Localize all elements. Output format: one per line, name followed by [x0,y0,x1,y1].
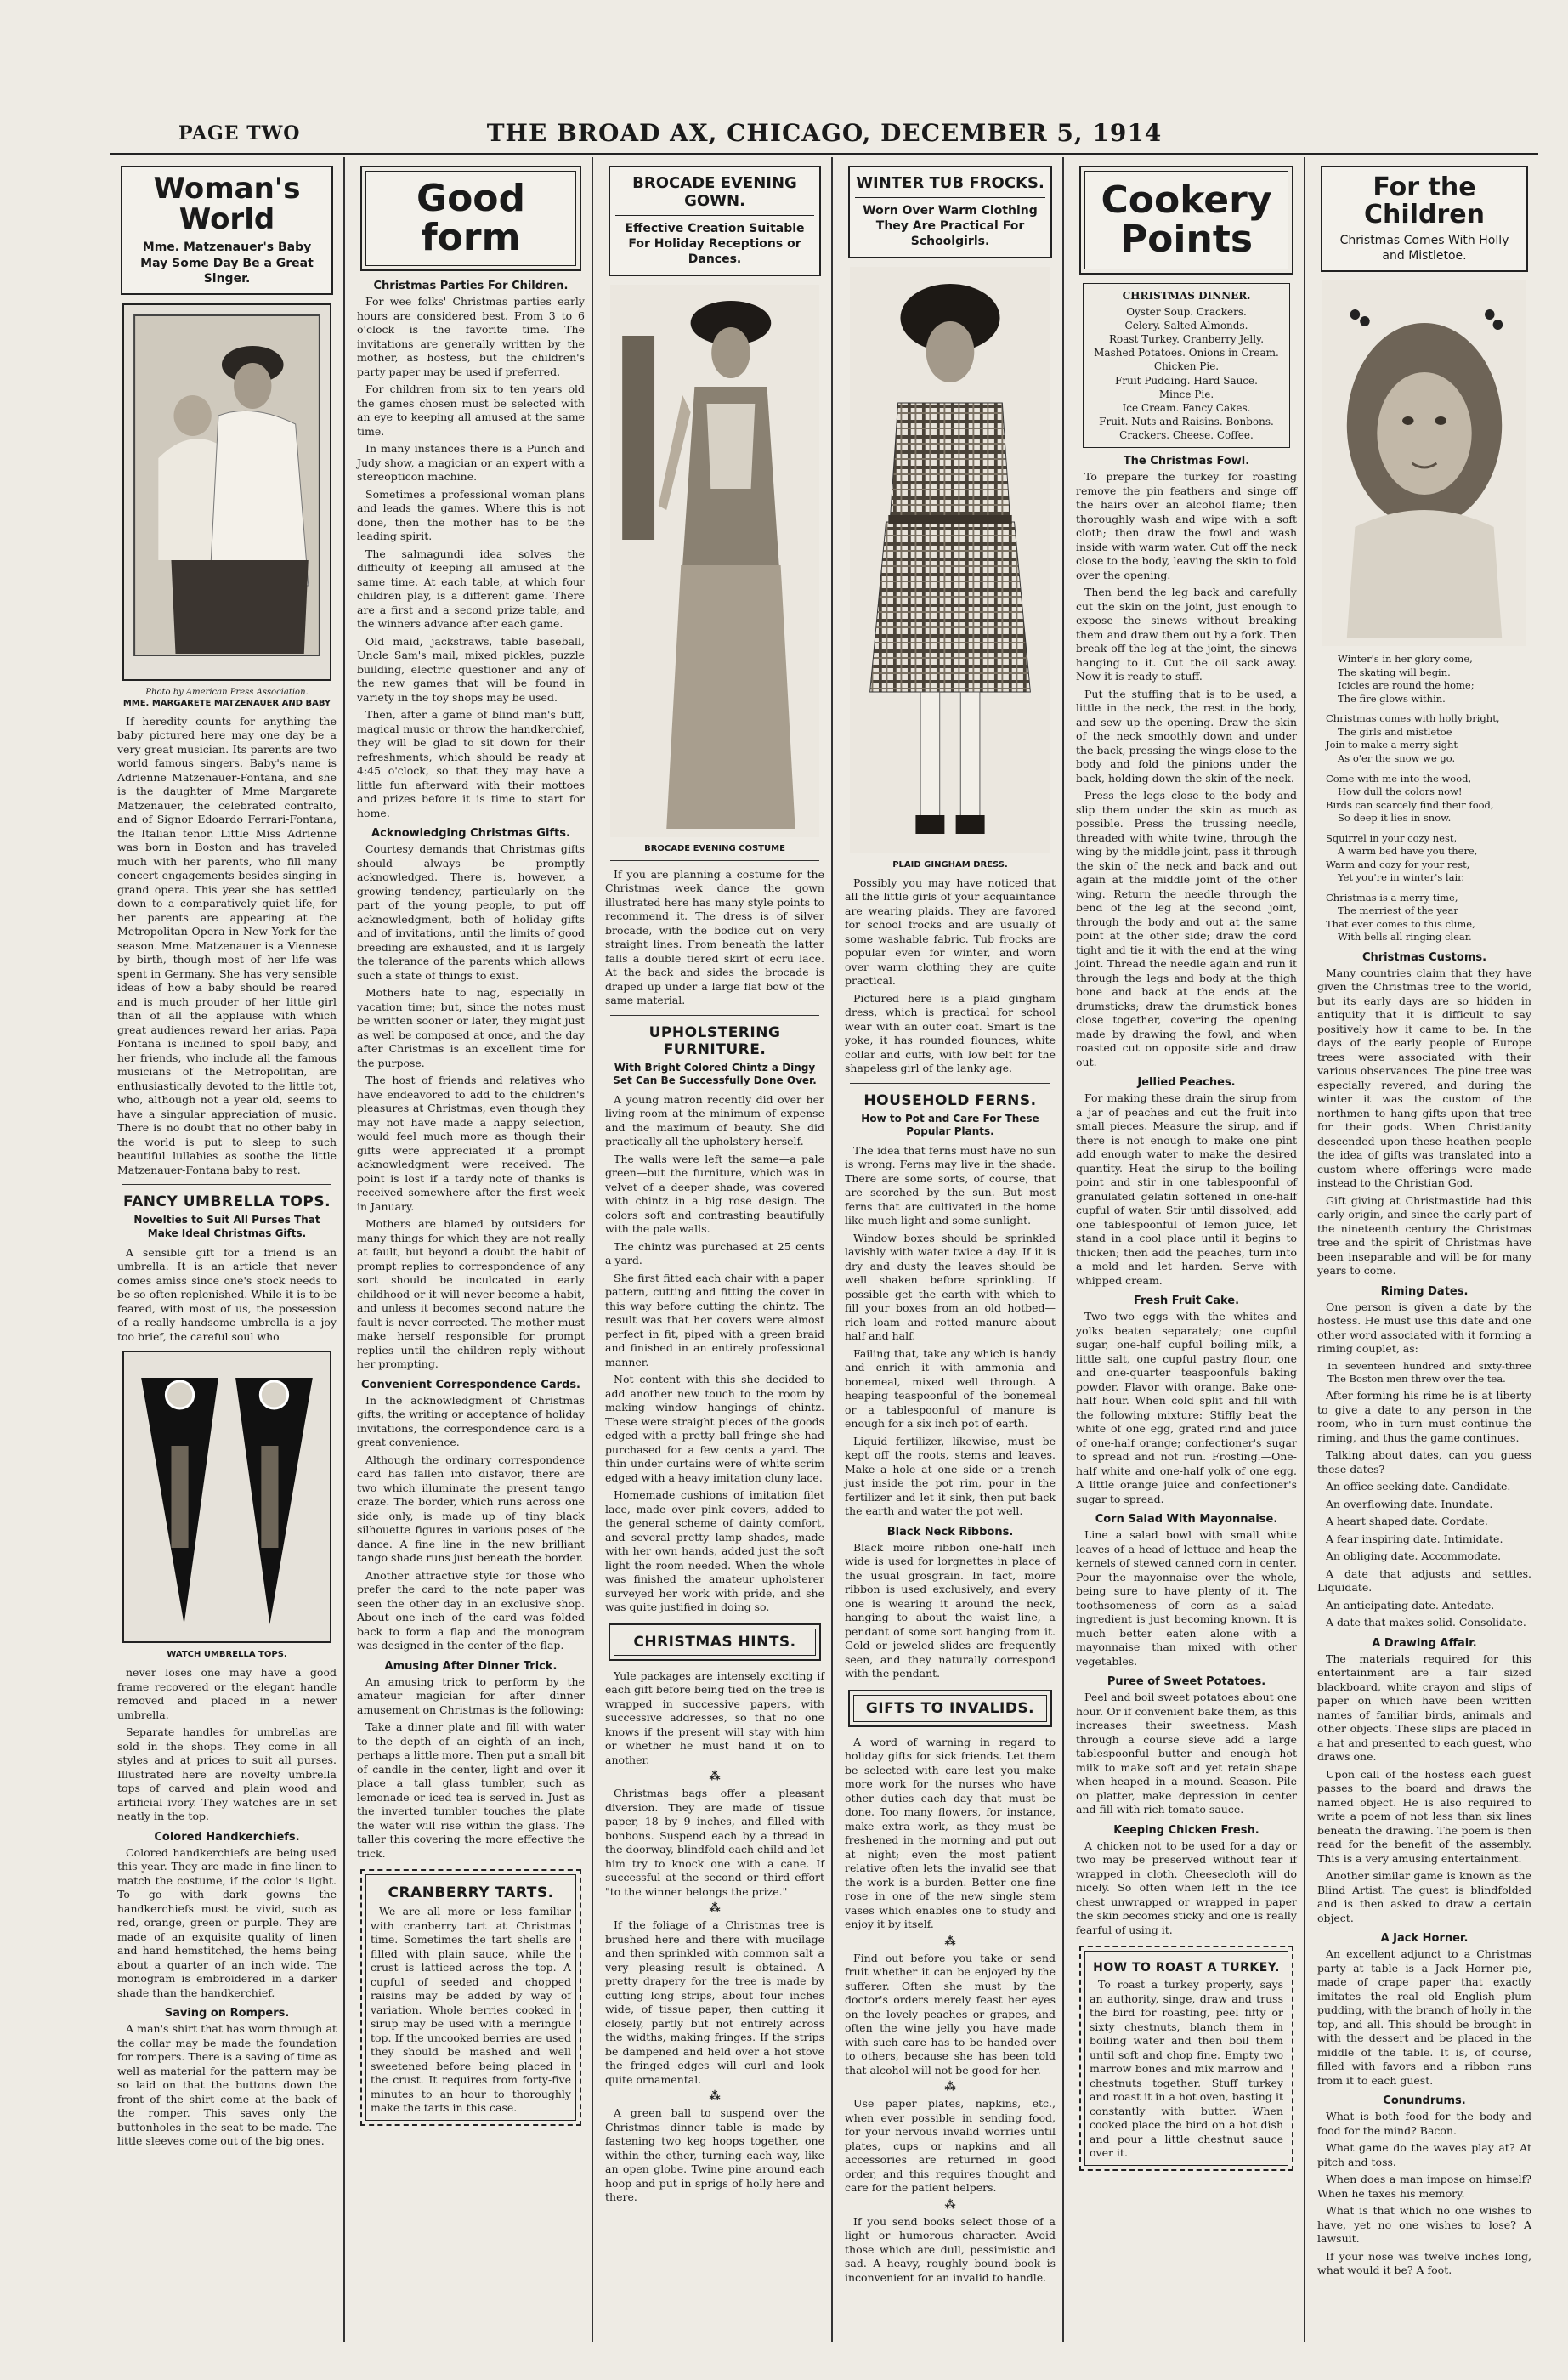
cookery-header [1079,166,1293,275]
article-paragraph: The salmagundi idea solves the difficulty of keeping all amused at the same time. At each table, at which four children play, is a different game. There are a first and a second prize table, and the winners advance after each game. [357,547,585,631]
article-paragraph: Sometimes a professional woman plans and leads the games. Where this is not done, then the mother has to be the leading spirit. [357,487,585,543]
rompers-title: Saving on Rompers. [164,2007,290,2020]
child-portrait [1322,280,1526,646]
article-paragraph: A man's shirt that has worn through at the collar may be made the foundation for rompers. There is a saving of time as well as material for the pattern may be so laid on that the buttons down the front of the shirt come at the back of the romper. This saves only the buttonholes in the seat to be made. The little sleeves come out of the big ones. [117,2022,337,2148]
poem-line: The skating will begin. [1338,666,1451,678]
separator-ornament: ⁂ [709,1902,721,1916]
article-paragraph: Two two eggs with the whites and yolks beaten separately; one cupful sugar, one-half cupful boiling milk, a little salt, one cupful pastry flour, one and one-quarter teaspoonfuls baking powder. Flavor with orange. Bake one-half hour. When cold split and fill with the following mixture: Stiffly beat the white of one egg, grated rind and juice of one-half orange; confectioner's sugar to spread and not run. Frosting.—One-half white and one-half yolk of one egg. A little orange juice and confectioner's sugar to spread. [1076,1310,1297,1505]
roast-turkey-title: HOW TO ROAST A TURKEY. [1093,1961,1280,1975]
umbrella-subhead: Novelties to Suit All Purses That Make Ideal Christmas Gifts. [133,1214,320,1240]
article-paragraph: Press the legs close to the body and slip them under the skin as much as possible. Press the trussing needle, threaded with white twine, through the wing by the middle joint, pass it through the skin of the neck and back and out again at the middle joint of the other wing. Return the needle through the bend of the leg at the second joint, through the body and out at the same point at the other side; draw the cord tight and tie it with the end at the wing joint. Thread the needle again and run it through the legs and body at the thigh bone and back at the ends at the drumsticks; draw the drumstick bones close together, covering the opening made by drawing the fowl, and when roasted cut on opposite side and draw out. [1076,789,1297,1068]
article-paragraph: Black moire ribbon one-half inch wide is used for lorgnettes in place of the usual grosgrain. In fact, moire ribbon is used exclusively, and every one is wearing it around the neck, hanging to about the waist line, a pendant of some sort hanging from it. Gold or jeweled slides are frequently seen, and they naturally correspond with the pendant. [845,1540,1056,1680]
neck-ribbons-title: Black Neck Ribbons. [886,1525,1014,1538]
article-paragraph: For making these drain the sirup from a jar of peaches and cut the fruit into small pieces. Measure the sirup, and if there is not enough to make one pint add enough water to make the desired quantity. Heat the sirup to the boiling point and stir in one tablespoonful of granulated gelatin softened in one-half cupful of water. Stir until dissolved; add one tablespoonful of lemon juice, let stand in a cool place until it begins to thicken; then add the peaches, turn into a mold and let harden. Serve with whipped cream. [1076,1091,1297,1287]
article-paragraph: Liquid fertilizer, likewise, must be kept off the roots, stems and leaves. Make a hole at one side or a trench just inside the pot rim, pour in the fertilizer and let it sink, then put back the earth and water the pot well. [845,1434,1056,1518]
good-form-header [360,166,581,271]
poem-line: Winter's in her glory come, [1338,653,1473,666]
masthead [110,119,1538,155]
article-paragraph: A heart shaped date. Cordate. [1326,1515,1488,1528]
article-paragraph: Christmas bags offer a pleasant diversion. They are made of tissue paper, 18 by 9 inches, and filled with bonbons. Suspend each by a thread in the doorway, blindfold each child and let him try to knock one with a cane. If successful at the second or third effort "to the winner belongs the prize." [605,1787,824,1898]
article-paragraph: A young matron recently did over her living room at the minimum of expense and the maximum of beauty. She did practically all the upholstery herself. [605,1092,824,1148]
fruit-cake-title: Fresh Fruit Cake. [1133,1295,1240,1308]
brocade-gown-photo [610,285,819,837]
page-label: PAGE TWO [178,122,301,144]
section-title: For the Children [1364,173,1485,230]
article-paragraph: An office seeking date. Candidate. [1326,1480,1511,1493]
separator-ornament: ⁂ [944,1935,956,1948]
article-paragraph: Colored handkerchiefs are being used this year. They are made in fine linen to match the costume, if the color is light. To go with dark gowns the handkerchiefs must be vivid, such as red, orange, green or purple. They are made of an exquisite quality of linen and hand hemstitched, the hems being about a quarter of an inch wide. The monogram is embroidered in a darker shade than the handkerchief. [117,1845,337,1999]
poem-line: Come with me into the wood, [1326,772,1472,785]
article-paragraph: Yule packages are intensely exciting if each gift before being tied on the tree is wrapped in successive papers, with successive addresses, so that no one knows if the present will stay with him or whether he must hand it on to another. [605,1669,824,1766]
newspaper-title: THE BROAD AX, CHICAGO, DECEMBER 5, 1914 [486,119,1163,147]
corn-salad-title: Corn Salad With Mayonnaise. [1095,1513,1278,1527]
christmas-dinner-menu [1083,283,1290,448]
tub-frocks-title: WINTER TUB FROCKS. [856,174,1044,192]
menu-line: Celery. Salted Almonds. [1124,319,1248,332]
article-paragraph: A date that makes solid. Consolidate. [1326,1616,1526,1629]
divider [122,1184,331,1185]
article-paragraph: A date that adjusts and settles. Liquidate. [1317,1567,1531,1595]
parties-title: Christmas Parties For Children. [373,280,569,293]
poem-line: So deep it lies in snow. [1338,812,1452,824]
poem-line: With bells all ringing clear. [1338,931,1472,944]
brocade-title: BROCADE EVENING GOWN. [632,174,797,210]
article-paragraph: The materials required for this entertainment are a fair sized blackboard, white crayon and slips of paper on which have been written names of familiar birds, animals and other objects. These slips are placed in a hat and presented to each guest, who draws one. [1317,1652,1531,1764]
article-paragraph: The walls were left the same—a pale green—but the furniture, which was in velvet of a deeper shade, was covered with chintz in a big rose design. The colors soft and contrasting beautifully with the pale walls. [605,1152,824,1236]
menu-line: Mashed Potatoes. Onions in Cream. [1094,347,1279,360]
poem-line: How dull the colors now! [1338,785,1463,798]
poem-line: Birds can scarcely find their food, [1326,798,1494,811]
article-paragraph: Then bend the leg back and carefully cut the skin on the joint, just enough to expose the sinews without breaking them and draw them out by a fork. Then break off the leg at the joint, the sinews hanging to it. Cut the oil sack away. Now it is ready to stuff. [1076,586,1297,683]
ferns-headline: HOUSEHOLD FERNS. [863,1091,1037,1109]
photo-caption: MME. MARGARETE MATZENAUER AND BABY [122,698,331,708]
article-paragraph: An excellent adjunct to a Christmas party at table is a Jack Horner pie, made of crape paper that exactly imitates the real old English plum pudding, with the branch of holly in the top, and all. This should be brought in with the dessert and be placed in the middle of the table. It is, of course, filled with favors and a ribbon runs from it to each guest. [1317,1947,1531,2087]
children-header [1321,166,1528,272]
article-paragraph: Line a salad bowl with small white leaves of a head of lettuce and heap the kernels of stewed canned corn in center. Pour the mayonnaise over the whole, being sure to have plenty of it. The toothsomeness of corn as a salad ingredient is just becoming known. It is much better eaten alone with a mayonnaise than mixed with other vegetables. [1076,1528,1297,1668]
article-paragraph: Talking about dates, can you guess these dates? [1317,1448,1531,1476]
article-paragraph: Another attractive style for those who prefer the card to the note paper was seen the other day in an exclusive shop. About one inch of the card was folded back to form a flap and the monogram was designed in the center of the flap. [357,1568,585,1652]
section-subtitle: Christmas Comes With Holly and Mistletoe. [1339,234,1509,264]
cranberry-title: CRANBERRY TARTS. [388,1884,554,1902]
tub-frocks-header [848,166,1052,258]
column-tub-frocks [838,157,1064,2342]
article-paragraph: For wee folks' Christmas parties early hours are considered best. From 3 to 6 o'clock is the favorite time. The invitations are generally written by the mother, as hostess, but the children's party paper may be used if preferred. [357,295,585,378]
column-good-form [350,157,593,2342]
menu-line: Roast Turkey. Cranberry Jelly. [1108,332,1265,345]
menu-line: Chicken Pie. [1153,360,1220,373]
conundrums-title: Conundrums. [1383,2094,1466,2108]
article-paragraph: Old maid, jackstraws, table baseball, Uncle Sam's mail, mixed pickles, puzzle building, electric questioner and any of the new games that will be found in variety in the toy shops may be used. [357,634,585,704]
section-title-line2: Points [1119,218,1254,262]
gifts-invalids-title: GIFTS TO INVALIDS. [865,1699,1035,1717]
brocade-header [609,166,821,276]
article-paragraph: In the acknowledgment of Christmas gifts, the writing or acceptance of holiday invitations, the correspondence card is a great convenience. [357,1393,585,1449]
gifts-title: Acknowledging Christmas Gifts. [371,827,570,841]
article-paragraph: Then, after a game of blind man's buff, magical music or throw the handkerchief, they will be glad to sit down for their refreshments, which should be ready at 4:45 o'clock, so that they may have a little fun afterward with their mottoes and prizes before it is time to start for home. [357,708,585,819]
column-brocade-gown [598,157,833,2342]
section-title: Woman's World [153,172,301,236]
separator-ornament: ⁂ [944,2081,956,2094]
poem-line: Join to make a merry sight [1326,739,1458,751]
article-paragraph: Window boxes should be sprinkled lavishly with water twice a day. If it is dry and dusty the leaves should be well shaken before sprinkling. If possible get the earth with which to fill your boxes from an old hotbed—rich loam and rotted manure about half and half. [845,1231,1056,1343]
section-title-line2: form [421,216,521,260]
chicken-title: Keeping Chicken Fresh. [1113,1823,1259,1837]
column-cookery-points [1069,157,1305,2342]
menu-line: Mince Pie. [1158,388,1214,400]
ferns-subhead: How to Pot and Care For These Popular Plants. [861,1112,1039,1138]
poem-line: Yet you're in winter's lair. [1338,871,1465,884]
article-paragraph: A fear inspiring date. Intimidate. [1326,1532,1503,1545]
article-paragraph: To roast a turkey properly, says an authority, singe, draw and truss the bird for roasting, peel fifty or sixty chestnuts, blanch them in boiling water and then boil them until soft and chop fine. Empty two marrow bones and mix marrow and chestnuts together. Stuff turkey and roast it in a hot oven, basting it constantly with butter. When cooked place the bird on a hot dish and pour a little chestnut sauce over it. [1090,1978,1283,2160]
plaid-dress-photo [850,267,1050,853]
article-paragraph: What is both food for the body and food for the mind? Bacon. [1317,2110,1531,2137]
article-paragraph: Separate handles for umbrellas are sold in the shops. They come in all styles and at prices to suit all purses. Illustrated here are novelty umbrella tops of carved and plain wood and artificial ivory. They watches are in set neatly in the top. [117,1726,337,1823]
article-paragraph: Possibly you may have noticed that all the little girls of your acquaintance are wearing plaids. They are favored for school frocks and are usually of some washable fabric. Tub frocks are popular even for winter, and worn over warm clothing they are quite practical. [845,876,1056,988]
article-paragraph: Use paper plates, napkins, etc., when ever possible in sending food, for your nervous invalid worries until plates, cups or napkins and all accessories are returned in good order, and this requires thought and care for the patient helpers. [845,2097,1056,2195]
article-paragraph: Put the stuffing that is to be used, a little in the neck, the rest in the body, and sew up the opening. Draw the skin of the neck smoothly down and under the back, pressing the wings close to the body and fold the pinions under the back, holding down the skin of the neck. [1076,687,1297,785]
poem-line: The girls and mistletoe [1338,725,1452,738]
poem-line: A warm bed have you there, [1338,845,1478,858]
article-paragraph: Gift giving at Christmastide had this early origin, and since the early part of the nineteenth century the Christmas tree and the spirit of Christmas have been inseparable and will be for many years to come. [1317,1193,1531,1278]
column-womans-world [110,157,345,2342]
poem-line: Christmas comes with holly bright, [1326,712,1500,725]
separator-ornament: ⁂ [709,1771,721,1784]
article-paragraph: She first fitted each chair with a paper pattern, cutting and fitting the cover in this way before cutting the chintz. The result was that her covers were almost perfect in fit, piped with a green braid and finished in an entirely professional manner. [605,1271,824,1368]
menu-line: Crackers. Cheese. Coffee. [1119,429,1254,442]
trick-title: Amusing After Dinner Trick. [384,1659,558,1673]
column-for-children [1310,157,1538,2342]
brocade-caption: BROCADE EVENING COSTUME [644,843,785,853]
article-paragraph: never loses one may have a good frame recovered or the elegant handle removed and placed in a newer umbrella. [117,1666,337,1721]
section-title-line1: Good [416,177,526,220]
article-paragraph: An overflowing date. Inundate. [1326,1497,1493,1510]
poem-stanza [1326,773,1523,825]
peaches-title: Jellied Peaches. [1137,1076,1236,1090]
sweet-potato-title: Puree of Sweet Potatoes. [1107,1675,1266,1689]
poem-line: Christmas is a merry time, [1326,891,1458,904]
poem-line: As o'er the snow we go. [1338,751,1456,764]
article-paragraph: In seventeen hundred and sixty-three The Boston men threw over the tea. [1327,1359,1531,1385]
umbrella-tops-illustration [124,1352,330,1641]
jack-horner-title: A Jack Horner. [1380,1932,1469,1946]
article-paragraph: In many instances there is a Punch and Judy show, a magician or an expert with a stereopticon machine. [357,442,585,484]
christmas-hints-title: CHRISTMAS HINTS. [633,1633,796,1651]
article-paragraph: If heredity counts for anything the baby pictured here may one day be a very great musician. Its parents are two world famous singers. Baby's name is Adrienne Matzenauer-Fontana, and she is the daughter of Mme Margarete Matzenauer, the celebrated contralto, and of Signor Edoardo Ferrari-Fontana, the Italian tenor. Little Miss Adrienne was born in Boston and has traveled much with her parents, who fill many concert engagements besides singing in grand opera. This year she has settled down to a comparatively quiet life, for her parents are appearing at the Metropolitan Opera in New York for the season. Mme. Matzenauer is a Viennese by birth, though most of her life was spent in Germany. She has very sensible ideas of how a baby should be reared and is much prouder of her little girl than of all the applause with which great audiences reward her arias. Papa Fontana is inclined to spoil baby, and her friends, who include all the famous musicians of the Metropolitan, are enthusiastically devoted to the little tot, who, although not a year old, seems to have a singular appreciation of music. There is no doubt that no other baby in the world is put to sleep to such beautiful lullabies as soothe the little Matzenauer-Fontana baby to rest. [117,714,337,1176]
poem-line: Warm and cozy for your rest, [1326,858,1470,870]
umbrella-caption: WATCH UMBRELLA TOPS. [167,1650,287,1660]
fowl-title: The Christmas Fowl. [1123,455,1250,468]
article-paragraph: If you send books select those of a light or humorous character. Avoid those which are dull, pessimistic and sad. A heavy, roughly bound book is inconvenient for an invalid to handle. [845,2214,1056,2284]
menu-line: Oyster Soup. Crackers. [1126,305,1247,318]
womans-world-header [121,166,333,295]
article-paragraph: Pictured here is a plaid gingham dress, which is practical for school wear with an outer coat. Smart is the yoke, it has rounded flounces, white collar and cuffs, with low belt for the shapeless girl of the lanky age. [845,991,1056,1075]
article-paragraph: When does a man impose on himself? When he taxes his memory. [1317,2173,1531,2200]
upholstering-headline: UPHOLSTERING FURNITURE. [648,1023,781,1058]
cards-title: Convenient Correspondence Cards. [360,1378,580,1391]
gifts-invalids-header [848,1690,1052,1727]
divider [610,1015,819,1016]
article-paragraph: If you are planning a costume for the Christmas week dance the gown illustrated here has many style points to recommend it. The dress is of silver brocade, with the bodice cut on very straight lines. From beneath the latter falls a double tiered skirt of ecru lace. At the back and sides the brocade is draped up under a large flat bow of the same material. [605,867,824,1007]
article-paragraph: The chintz was purchased at 25 cents a yard. [605,1239,824,1267]
article-paragraph: An amusing trick to perform by the amateur magician for after dinner amusement on Christmas is the following: [357,1674,585,1716]
article-paragraph: Not content with this she decided to add another new touch to the room by making window hangings of chintz. These were straight pieces of the goods edged with a pretty ball fringe she had purchased for a few cents a yard. The thin under curtains were of white scrim edged with a heavy imitation cluny lace. [605,1373,824,1484]
plaid-caption: PLAID GINGHAM DRESS. [892,859,1008,870]
article-paragraph: Find out before you take or send fruit whether it can be enjoyed by the sufferer. Often she must by the doctor's orders merely feast her eyes on the lovely peaches or grapes, and often the wine jelly you have made with such care has to be handed over to others, because she has been told that alcohol will not be good for her. [845,1951,1056,2077]
article-paragraph: If the foliage of a Christmas tree is brushed here and there with mucilage and then sprinkled with common salt a very pleasing result is obtained. A pretty drapery for the tree is made by cutting long strips, about four inches wide, of tissue paper, then cutting it closely, partly but not entirely across the widths, making fringes. If the strips be dampened and held over a hot stove the fringed edges will curl and look quite ornamental. [605,1918,824,2086]
photo-credit: Photo by American Press Association. [145,687,309,697]
poem-line: That ever comes to this clime, [1326,917,1475,930]
menu-line: Ice Cream. Fancy Cakes. [1122,401,1251,414]
article-paragraph: The host of friends and relatives who have endeavored to add to the children's pleasures at Christmas, even though they may not have made a happy selection, would feel much more as though their gifts were appreciated if a prompt acknowledgment were received. The point is lost if a tardy note of thanks is received somewhere after the first week in January. [357,1074,585,1213]
article-paragraph: Failing that, take any which is handy and enrich it with ammonia and bonemeal, mixed well through. A heaping teaspoonful of the bonemeal or a tablespoonful of manure is enough for a six inch pot of earth. [845,1346,1056,1431]
riming-title: Riming Dates. [1380,1284,1469,1298]
article-paragraph: One person is given a date by the hostess. He must use this date and one other word associated with it forming a riming couplet, as: [1317,1300,1531,1356]
matzenauer-photo [122,303,331,681]
menu-line: Fruit. Nuts and Raisins. Bonbons. [1099,416,1274,428]
article-paragraph: Many countries claim that they have given the Christmas tree to the world, but its early days are so hidden in antiquity that it is difficult to say positively how it came to be. In the days of the early people of Europe trees were associated with their various observances. The pine tree was especially revered, and during the winter it was the custom of the northmen to hang gifts upon that tree for their gods. When Christianity descended upon these heathen people the idea of gifts was translated into a custom where offerings were made instead to the Christian God. [1317,966,1531,1190]
menu-title: CHRISTMAS DINNER. [1122,290,1251,303]
article-paragraph: Homemade cushions of imitation filet lace, made over pink covers, added to the general scheme of dainty comfort, and several pretty lamp shades, made with her own hands, added just the soft light the room needed. When the whole was finished the amateur upholsterer surveyed her work with pride, and she was quite justified in doing so. [605,1488,824,1614]
child-with-holly-illustration [1322,280,1526,646]
umbrella-headline: FANCY UMBRELLA TOPS. [122,1193,331,1211]
roast-turkey-box [1079,1946,1293,2171]
article-paragraph: After forming his rime he is at liberty to give a date to any person in the room, who in turn must continue the riming, and thus the game continues. [1317,1389,1531,1444]
tub-frocks-subtitle: Worn Over Warm Clothing They Are Practical For Schoolgirls. [855,197,1045,250]
christmas-hints-header [609,1624,821,1661]
poem-line: The fire glows within. [1338,692,1446,705]
article-paragraph: If your nose was twelve inches long, what would it be? A foot. [1317,2249,1531,2277]
upholstering-subhead: With Bright Colored Chintz a Dingy Set Can Be Successfully Done Over. [613,1061,817,1087]
section-subtitle: Mme. Matzenauer's Baby May Some Day Be a Great Singer. [140,241,314,286]
article-paragraph: Mothers hate to nag, especially in vacation time; but, since the notes must be written sooner or later, they might just as well be composed at once, and the day after Christmas is an excellent time for the purpose. [357,986,585,1069]
poem-line: The merriest of the year [1338,904,1458,917]
article-paragraph: Peel and boil sweet potatoes about one hour. Or if convenient bake them, as this increases their sweetness. Mash through a course sieve add a large tablespoonful butter and enough hot milk to make soft and yet retain shape when heaped in a mound. Season. Pile on platter, make depression in center and fill with rich tomato sauce. [1076,1691,1297,1816]
poem-stanza [1326,653,1523,706]
article-paragraph: A word of warning in regard to holiday gifts for sick friends. Let them be selected with care lest you make more work for the nurses who have other duties each day that must be done. Too many flowers, for instance, make extra work, as they must be freshened in the morning and put out at night; even the most patient relative often lets the invalid see that the work is a burden. Better one fine rose in one of the new single stem vases which enables one to study and enjoy it by itself. [845,1735,1056,1931]
section-title-line1: Cookery [1101,178,1272,222]
girl-in-plaid-illustration [850,267,1050,853]
article-paragraph: A sensible gift for a friend is an umbrella. It is an article that never comes amiss since one's stock needs to be so often replenished. While it is to be feared, with most of us, the possession of a really handsome umbrella is a joy too brief, the careful soul who [117,1245,337,1343]
poem-line: Icicles are round the home; [1338,679,1475,692]
drawing-title: A Drawing Affair. [1372,1636,1477,1650]
gown-figure-illustration [610,285,819,837]
divider [850,1083,1050,1084]
article-paragraph: Take a dinner plate and fill with water to the depth of an eighth of an inch, perhaps a little more. Then put a small bit of candle in the center, light and over it place a tall glass tumbler, such as lemonade or iced tea is served in. Just as the inverted tumbler touches the plate the water will rise within the glass. The taller this covering the more effective the trick. [357,1720,585,1860]
mother-and-baby-portrait [124,305,330,679]
brocade-subtitle: Effective Creation Suitable For Holiday Receptions or Dances. [615,215,814,268]
article-paragraph: Although the ordinary correspondence card has fallen into disfavor, there are two which illuminate the present tango craze. The border, which runs across one side only, is made up of tiny black silhouette figures in various poses of the dance. A fine line in the new brilliant tango shade runs just beneath the border. [357,1453,585,1565]
article-paragraph: What is that which no one wishes to have, yet no one wishes to lose? A lawsuit. [1317,2204,1531,2246]
handkerchiefs-title: Colored Handkerchiefs. [154,1830,300,1844]
article-paragraph: A green ball to suspend over the Christmas dinner table is made by fastening two keg hoops together, one within the other, turning each way, like an open globe. Twine pine around each hoop and put in sprigs of holly here and there. [605,2106,824,2204]
article-paragraph: A chicken not to be used for a day or two may be preserved without fear if wrapped in cloth. Cheesecloth will do nicely. So often when left in the ice chest unwrapped or wrapped in paper the skin becomes sticky and one is really fearful of using it. [1076,1839,1297,1936]
poem-stanza [1326,832,1523,885]
article-paragraph: What game do the waves play at? At pitch and toss. [1317,2141,1531,2168]
article-paragraph: For children from six to ten years old the games chosen must be selected with an eye to keeping all amused at the same time. [357,382,585,438]
article-paragraph: We are all more or less familiar with cranberry tart at Christmas time. Sometimes the tart shells are filled with plain sauce, while the crust is latticed across the top. A cupful of seeded and chopped raisins may be added by way of variation. Whole berries cooked in sirup may be used with a meringue top. If the uncooked berries are used they should be mashed and well sweetened before being placed in the crust. It requires from forty-five minutes to an hour to thoroughly make the tarts in this case. [371,1905,571,2115]
article-paragraph: Courtesy demands that Christmas gifts should always be promptly acknowledged. There is, however, a growing tendency, particularly on the part of the young people, to put off acknowledgment, both of holiday gifts and of invitations, until the limits of good breeding are exhausted, and it is largely the tolerance of the parents which allows such a state of things to exist. [357,842,585,982]
article-paragraph: An anticipating date. Antedate. [1326,1598,1495,1612]
cranberry-box [360,1869,581,2126]
article-paragraph: Another similar game is known as the Blind Artist. The guest is blindfolded and is then asked to draw a certain object. [1317,1869,1531,1924]
article-paragraph: Mothers are blamed by outsiders for many things for which they are not really at fault, but beyond a doubt the habit of prompt replies to correspondence of any sort should be inculcated in early childhood or it will never become a habit, and unless it becomes second nature the fault is never corrected. The mother must make herself responsible for prompt replies until the children reply without her prompting. [357,1217,585,1371]
separator-ornament: ⁂ [709,2090,721,2104]
umbrella-tops-photo [122,1351,331,1643]
article-paragraph: To prepare the turkey for roasting remove the pin feathers and singe off the hairs over an alcohol flame; then thoroughly wash and wipe with a soft cloth; then draw the fowl and wash inside with warm water. Cut off the neck close to the body, leaving the skin to fold over the opening. [1076,470,1297,581]
winter-poem [1326,653,1523,944]
poem-line: Squirrel in your cozy nest, [1326,831,1458,844]
poem-stanza [1326,892,1523,944]
separator-ornament: ⁂ [944,2198,956,2212]
article-paragraph: Upon call of the hostess each guest passes to the board and draws the named object. He is also required to write a poem of not less than six lines beneath the drawing. The poem is then read for the benefit of the assembly. This is a very amusing entertainment. [1317,1767,1531,1865]
divider [610,860,819,861]
customs-title: Christmas Customs. [1361,950,1487,964]
menu-line: Fruit Pudding. Hard Sauce. [1115,374,1258,387]
article-paragraph: The idea that ferns must have no sun is wrong. Ferns may live in the shade. There are some sorts, of course, that are scorched by the sun. But most ferns that are cultivated in the home like much light and some sunlight. [845,1143,1056,1227]
poem-stanza [1326,712,1523,765]
article-paragraph: An obliging date. Accommodate. [1326,1550,1502,1563]
